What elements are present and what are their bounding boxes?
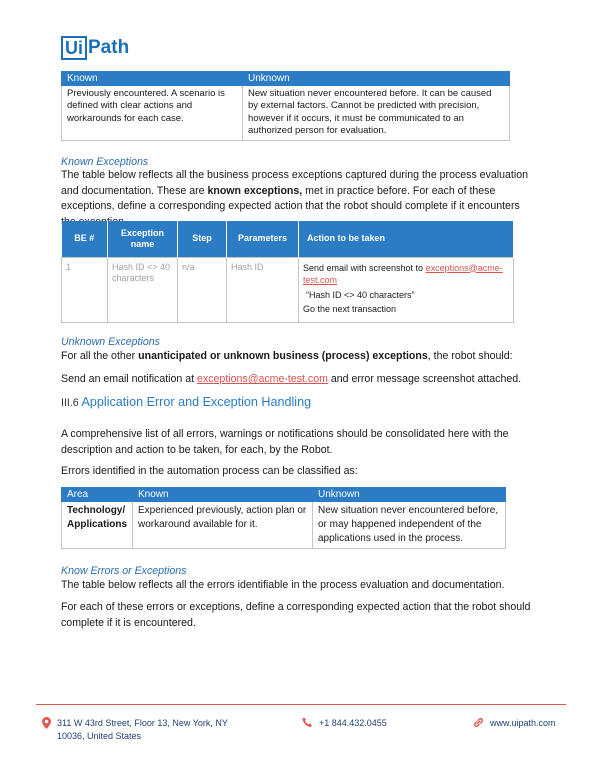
- table2-header-step: Step: [178, 221, 227, 257]
- logo-path: Path: [88, 37, 130, 58]
- table-row: [62, 257, 514, 322]
- action-line-3: Go the next transaction: [303, 304, 397, 314]
- known-unknown-table: [61, 71, 510, 141]
- footer-divider: [36, 704, 566, 705]
- table1-header-unknown: Unknown: [243, 72, 510, 86]
- table1-cell-unknown: New situation never encountered before. It can be caused by external factors. Cannot be predicted with precision, however if it occurs, it must be communicated to an authorized person for evaluation.: [243, 86, 510, 141]
- know-errors-paragraph-1: The table below reflects all the errors identifiable in the process evaluation and documentation.: [61, 579, 505, 591]
- phone-number[interactable]: +1 844.432.0455: [319, 718, 387, 728]
- location-pin-icon: [42, 717, 51, 743]
- known-exceptions-bold: known exceptions,: [207, 184, 303, 197]
- table1-cell-known: Previously encountered. A scenario is defined with clear actions and workarounds for each case.: [62, 86, 243, 141]
- send-email-paragraph: [61, 372, 531, 388]
- table3-cell-unknown: New situation never encountered before, or may happened independent of the applications used in the process.: [313, 502, 506, 549]
- table3-header-known: Known: [133, 488, 313, 502]
- section-heading: [61, 395, 311, 409]
- table3-cell-known: Experienced previously, action plan or workaround available for it.: [133, 502, 313, 549]
- unknown-bold: unanticipated or unknown business (process) exceptions: [138, 350, 428, 362]
- known-exceptions-text-end: met in practice before. For each of these exceptions, define a corresponding expected action that the robot should complete if it encounters: [61, 184, 520, 212]
- unknown-text: For all the other: [61, 350, 139, 362]
- table2-header-action: Action to be taken: [299, 221, 514, 257]
- website-link[interactable]: www.uipath.com: [490, 718, 556, 728]
- table2-header-exception-name: Exception name: [108, 221, 178, 257]
- errors-paragraph-2: Errors identified in the automation process can be classified as:: [61, 465, 358, 477]
- action-line-2: “Hash ID <> 40 characters”: [306, 289, 415, 300]
- link-icon: [473, 717, 484, 732]
- uipath-logo: [61, 36, 129, 60]
- table-row: [62, 502, 506, 549]
- table2-cell-parameters: Hash ID: [227, 257, 299, 322]
- table2-cell-be: 1: [62, 257, 108, 322]
- address-line-1: 311 W 43rd Street, Floor 13, New York, NY: [57, 718, 228, 728]
- unknown-exceptions-heading: Unknown Exceptions: [61, 336, 160, 348]
- table2-cell-action: [299, 257, 514, 322]
- phone-icon: [302, 717, 313, 732]
- send-text: Send an email notification at: [61, 373, 198, 385]
- table1-header-known: Known: [62, 72, 243, 86]
- section-number: III.6: [61, 397, 79, 409]
- business-exceptions-table: [61, 221, 514, 323]
- table2-cell-exception-name: Hash ID <> 40 characters: [108, 257, 178, 322]
- table3-cell-area: Technology/ Applications: [62, 502, 133, 549]
- unknown-text-end: , the robot should:: [427, 350, 513, 362]
- table2-header-be: BE #: [62, 221, 108, 257]
- errors-paragraph-1: A comprehensive list of all errors, warnings or notifications should be consolidated here with the description and action to be taken, for each, by the Robot.: [61, 428, 509, 456]
- section-title: Application Error and Exception Handling: [81, 395, 312, 409]
- table2-header-parameters: Parameters: [227, 221, 299, 257]
- footer-phone: [302, 717, 387, 732]
- known-exceptions-text: The table below reflects all the business process exceptions captured during the process evaluation and documentation. These are: [61, 169, 528, 197]
- logo-ui: Ui: [61, 36, 87, 60]
- address-line-2: 10036, United States: [57, 731, 142, 741]
- footer-address: [42, 717, 228, 743]
- unknown-email-link[interactable]: exceptions@acme-test.com: [197, 373, 328, 385]
- table3-header-area: Area: [62, 488, 133, 502]
- action-text: Send email with screenshot to: [303, 262, 426, 273]
- table3-header-unknown: Unknown: [313, 488, 506, 502]
- footer-website: [473, 717, 556, 732]
- know-errors-paragraph-2: For each of these errors or exceptions, define a corresponding expected action that the robot should complete if it is encountered.: [61, 601, 531, 629]
- exceptions-email-link[interactable]: exceptions@acme-test.com: [303, 262, 503, 285]
- unknown-exceptions-paragraph: [61, 349, 531, 365]
- table2-cell-step: n/a: [178, 257, 227, 322]
- errors-classification-table: [61, 487, 506, 549]
- send-text-end: and error message screenshot attached.: [327, 373, 522, 385]
- know-errors-heading: Know Errors or Exceptions: [61, 565, 187, 577]
- known-exceptions-heading: Known Exceptions: [61, 156, 149, 168]
